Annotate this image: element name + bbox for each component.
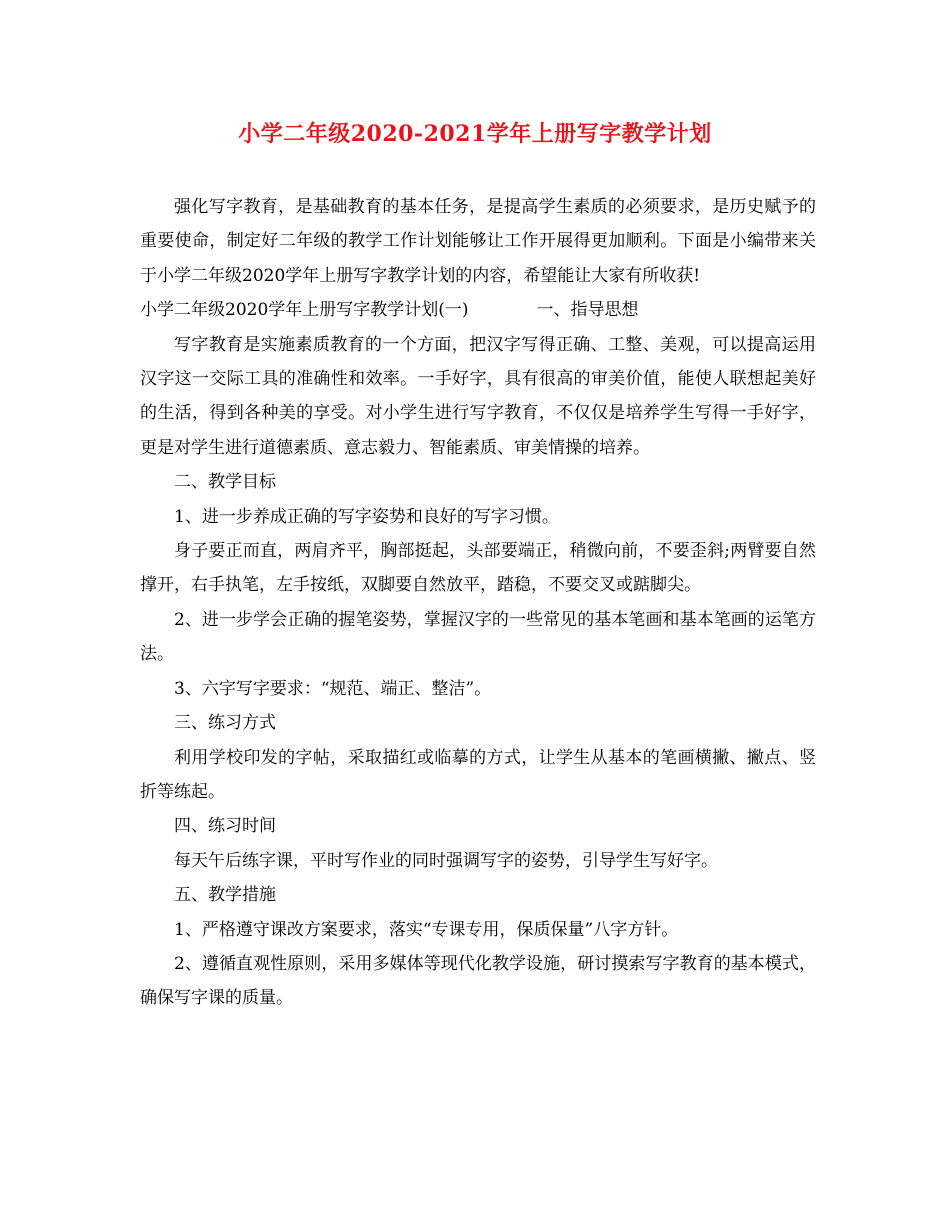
measure-2: 2、遵循直观性原则，采用多媒体等现代化教学设施，研讨摸索写字教育的基本模式，确保写字课的质量。 xyxy=(140,953,816,1009)
goal-1: 1、进一步养成正确的写字姿势和良好的写字习惯。 xyxy=(174,506,559,527)
subtitle-line xyxy=(140,293,816,327)
section1-paragraph: 写字教育是实施素质教育的一个方面，把汉字写得正确、工整、美观，可以提高运用汉字这一交际工具的准确性和效率。一手好字，具有很高的审美价值，能使人联想起美好的生活，得到各种美的享受。对小学生进行写字教育，不仅仅是培养学生写得一手好字，更是对学生进行道德素质、意志毅力、智能素质、审美情操的培养。 xyxy=(140,334,816,458)
section-heading-1: 一、指导思想 xyxy=(536,300,639,321)
section4-paragraph: 每天午后练字课，平时写作业的同时强调写字的姿势，引导学生写好字。 xyxy=(174,850,718,871)
plan-subtitle: 小学二年级2020学年上册写字教学计划(一) xyxy=(140,300,469,321)
section-heading-3: 三、练习方式 xyxy=(174,713,276,734)
measure-1: 1、严格遵守课改方案要求，落实“专课专用，保质保量”八字方针。 xyxy=(174,919,679,940)
section-heading-2: 二、教学目标 xyxy=(174,472,276,493)
section3-paragraph: 利用学校印发的字帖，采取描红或临摹的方式，让学生从基本的笔画横撇、撇点、竖折等练起。 xyxy=(140,747,816,802)
section-heading-5: 五、教学措施 xyxy=(174,885,276,906)
goal-3: 3、六字写字要求：“规范、端正、整洁”。 xyxy=(174,678,492,699)
document-title: 小学二年级2020-2021学年上册写字教学计划 xyxy=(238,121,712,147)
document-body xyxy=(140,190,816,1016)
section-heading-4: 四、练习时间 xyxy=(174,816,276,837)
intro-paragraph: 强化写字教育，是基础教育的基本任务，是提高学生素质的必须要求，是历史赋予的重要使命，制定好二年级的教学工作计划能够让工作开展得更加顺利。下面是小编带来关于小学二年级2020学年上册写字教学计划的内容，希望能让大家有所收获! xyxy=(140,197,816,286)
goal-2: 2、进一步学会正确的握笔姿势，掌握汉字的一些常见的基本笔画和基本笔画的运笔方法。 xyxy=(140,609,816,665)
goal-1-detail: 身子要正而直，两肩齐平，胸部挺起，头部要端正，稍微向前，不要歪斜;两臂要自然撑开，右手执笔，左手按纸，双脚要自然放平，踏稳，不要交叉或踮脚尖。 xyxy=(140,541,816,596)
